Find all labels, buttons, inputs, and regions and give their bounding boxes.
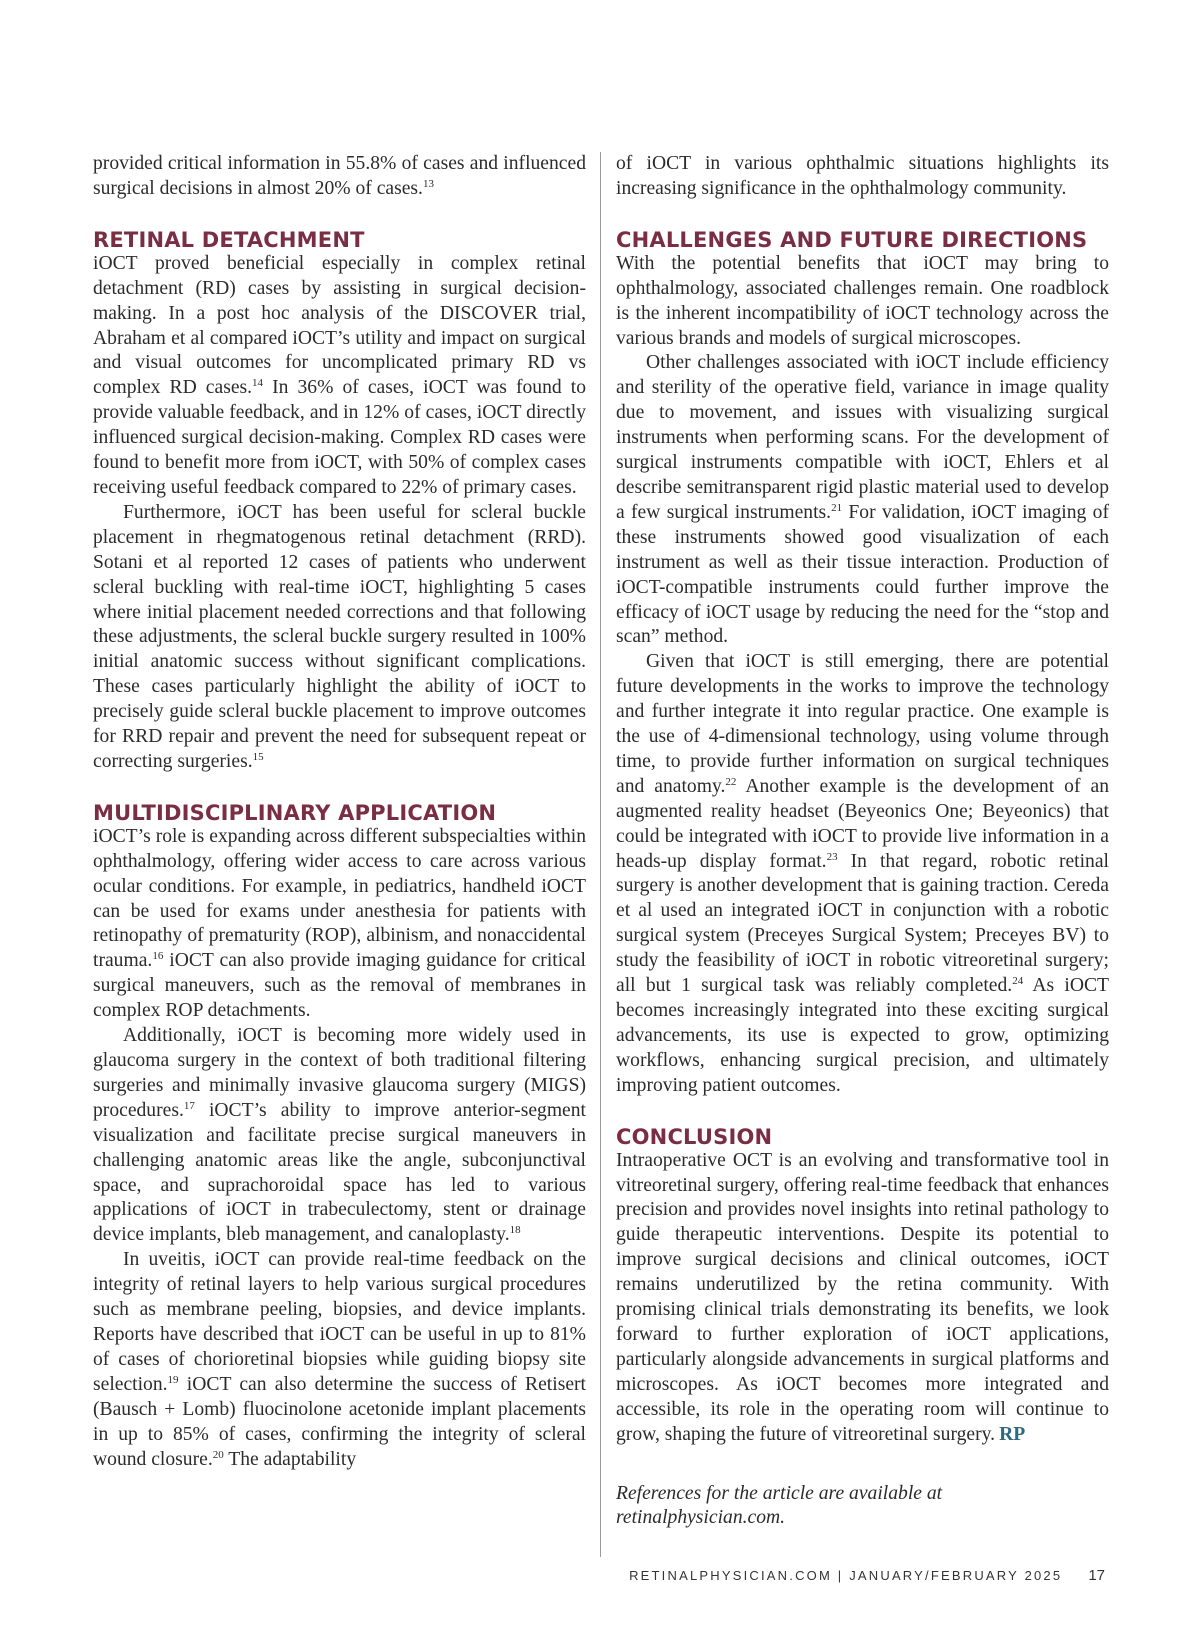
citation: 15 [252,750,264,763]
end-mark-logo: RP [999,1423,1026,1445]
citation: 14 [252,377,264,390]
page-footer [540,1567,1105,1584]
section-heading-multidisciplinary: MULTIDISCIPLINARY APPLICATION [93,800,497,825]
citation: 24 [1012,975,1024,988]
body-paragraph: Other challenges associated with iOCT include efficiency and sterility of the operative field, variance in image quality due to movement, and issues with visualizing surgical instruments when performing scans. For the development of surgical instruments compatible with iOCT, Ehlers et al describe semitransparent rigid plastic material used to develop a few surgical instruments.$^{21}$ For validation, iOCT imaging of these instruments showed good visualization of each instrument as well as their tissue interaction. Production of iOCT-compatible instruments could further improve the efficacy of iOCT usage by reducing the need for the “stop and scan” method. [616,352,1109,648]
body-paragraph: Furthermore, iOCT has been useful for scleral buckle placement in rhegmatogenous retinal detachment (RRD). Sotani et al reported 12 cases of patients who underwent scleral buckling with real-time iOCT, highlighting 5 cases where initial placement needed corrections and that following these adjustments, the scleral buckle surgery resulted in 100% initial anatomic success without significant complications. These cases particularly highlight the ability of iOCT to precisely guide scleral buckle placement to improve outcomes for RRD repair and prevent the need for subsequent repeat or correcting surgeries.$^{15}$ [93,501,586,772]
body-paragraph: Additionally, iOCT is becoming more widely used in glaucoma surgery in the context of both traditional filtering surgeries and minimally invasive glaucoma surgery (MIGS) procedures.$^{17}$ iOCT’s ability to improve anterior-segment visualization and facilitate precise surgical maneuvers in challenging anatomic areas like the angle, subconjunctival space, and suprachoroidal space has led to various applications of iOCT in trabeculectomy, stent or drainage device implants, bleb management, and canaloplasty.$^{18}$ [93,1025,586,1246]
intro-paragraph: of iOCT in various ophthalmic situations highlights its increasing significance in the ophthalmology community. [616,153,1109,199]
citation: 21 [831,501,843,514]
citation: 13 [422,177,434,190]
citation: 23 [826,850,838,863]
section-heading-retinal-detachment: RETINAL DETACHMENT [93,227,365,252]
body-paragraph: iOCT proved beneficial especially in complex retinal detachment (RD) cases by assisting in surgical decision-making. In a post hoc analysis of the DISCOVER trial, Abraham et al compared iOCT’s utility and impact on surgical and visual outcomes for uncomplicated primary RD vs complex RD cases.$^{14}$ In 36% of cases, iOCT was found to provide valuable feedback, and in 12% of cases, iOCT directly influenced surgical decision-making. Complex RD cases were found to benefit more from iOCT, with 50% of complex cases receiving useful feedback compared to 22% of primary cases. [93,252,586,498]
body-paragraph: iOCT’s role is expanding across different subspecialties within ophthalmology, offering wider access to care across various ocular conditions. For example, in pediatrics, handheld iOCT can be used for exams under anesthesia for patients with retinopathy of prematurity (ROP), albinism, and nonaccidental trauma.$^{16}$ iOCT can also provide imaging guidance for critical surgical maneuvers, such as the removal of membranes in complex ROP detachments. [93,825,586,1022]
column-divider [600,152,601,1557]
citation: 22 [725,775,737,788]
section-heading-conclusion: CONCLUSION [616,1124,773,1149]
publication-line: RETINALPHYSICIAN.COM | JANUARY/FEBRUARY 2025 [629,1568,1063,1583]
body-paragraph: Intraoperative OCT is an evolving and transformative tool in vitreoretinal surgery, offering real-time feedback that enhances precision and provides novel insights into retinal pathology to guide therapeutic interventions. Despite its potential to improve surgical decisions and clinical outcomes, iOCT remains underutilized by the retina community. With promising clinical trials demonstrating its benefits, we look forward to further exploration of iOCT applications, particularly alongside advancements in surgical platforms and microscopes. As iOCT becomes more integrated and accessible, its role in the operating room will continue to grow, shaping the future of vitreoretinal surgery. RP [616,1149,1109,1445]
citation: 16 [152,950,164,963]
citation: 17 [183,1099,195,1112]
citation: 20 [212,1448,224,1461]
body-paragraph: With the potential benefits that iOCT may bring to ophthalmology, associated challenges remain. One roadblock is the inherent incompatibility of iOCT technology across the various brands and models of surgical microscopes. [616,252,1109,349]
section-heading-challenges: CHALLENGES AND FUTURE DIRECTIONS [616,227,1088,252]
right-column [616,152,1109,1531]
references-note: References for the article are available at retinalphysician.com. [616,1482,943,1529]
body-paragraph: In uveitis, iOCT can provide real-time feedback on the integrity of retinal layers to help various surgical procedures such as membrane peeling, biopsies, and device implants. Reports have described that iOCT can be useful in up to 81% of cases of chorioretinal biopsies while guiding biopsy site selection.$^{19}$ iOCT can also determine the success of Retisert (Bausch + Lomb) fluocinolone acetonide implant placements in up to 85% of cases, confirming the integrity of scleral wound closure.$^{20}$ The adaptability [93,1249,586,1470]
intro-paragraph: provided critical information in 55.8% of cases and influenced surgical decisions in almost 20% of cases.$^{13}$ [93,153,586,199]
body-paragraph: Given that iOCT is still emerging, there are potential future developments in the works to improve the technology and further integrate it into regular practice. One example is the use of 4-dimensional technology, using volume through time, to provide further information on surgical techniques and anatomy.$^{22}$ Another example is the development of an augmented reality headset (Beyeonics One; Beyeonics) that could be integrated with iOCT to provide live information in a heads-up display format.$^{23}$ In that regard, robotic retinal surgery is another development that is gaining traction. Cereda et al used an integrated iOCT in conjunction with a robotic surgical system (Preceyes Surgical System; Preceyes BV) to study the feasibility of iOCT in robotic vitreoretinal surgery; all but 1 surgical task was reliably completed.$^{24}$ As iOCT becomes increasingly integrated into these exciting surgical advancements, its use is expected to grow, optimizing workflows, enhancing surgical precision, and ultimately improving patient outcomes. [616,651,1110,1096]
left-column [93,152,586,1472]
citation: 19 [167,1373,179,1386]
citation: 18 [509,1224,521,1237]
page-number: 17 [1088,1567,1105,1584]
